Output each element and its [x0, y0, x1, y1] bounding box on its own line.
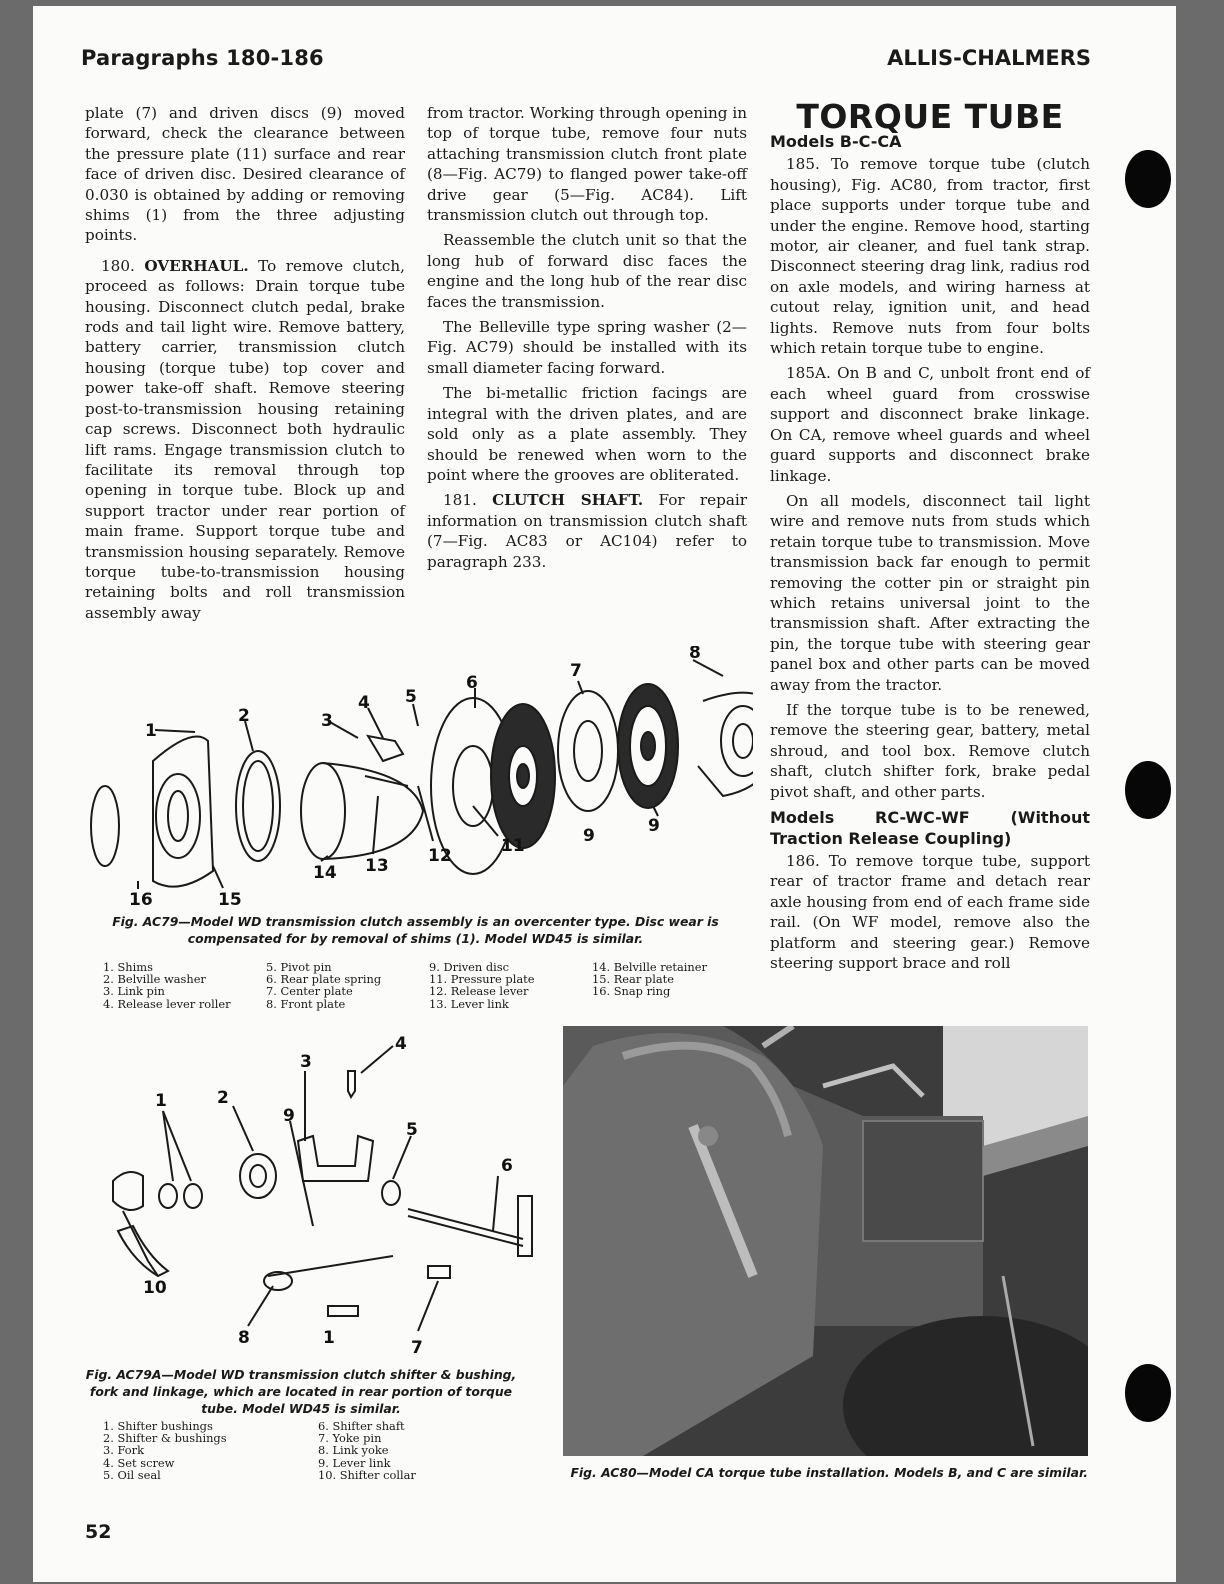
release-lever — [368, 736, 403, 761]
legend-item: 1. Shims — [103, 960, 153, 974]
legend-item: 4. Release lever roller — [103, 996, 231, 1011]
legend-item: 6. Shifter shaft — [318, 1419, 405, 1433]
callout-label: 1 — [145, 721, 157, 741]
figure-caption-ac79a: Fig. AC79A—Model WD transmission clutch shifter & bushing, fork and linkage, which are located in rear portion of torque tube. Model WD45 is similar. — [85, 1367, 517, 1416]
callout-label: 6 — [501, 1156, 513, 1176]
paragraph: The bi-metallic friction facings are integral with the driven plates, and are sold only as a plate assembly. They should be renewed when worn to the point where the grooves are obliterated. — [427, 384, 747, 484]
belville-retainer — [301, 763, 345, 859]
legend-item: 15. Rear plate — [592, 972, 674, 987]
paragraph: On all models, disconnect tail light wire and remove nuts from studs which retain torque tube to transmission. Move transmission back far enough to permit removing the cotter pin or straight pin which retains universal joint to the transmission shaft. After extracting the pin, the torque tube with steering gear panel box and other parts can be moved away from the tractor. — [770, 491, 1090, 694]
clutch-assembly-diagram — [83, 646, 753, 908]
shifter-collar — [113, 1172, 143, 1210]
legend-item: 7. Center plate — [266, 984, 353, 999]
figure-legend-ac79 — [103, 961, 753, 1010]
paragraph-181 — [427, 490, 747, 572]
legend-item: 12. Release lever — [429, 984, 529, 999]
callout-label: 3 — [300, 1052, 312, 1072]
legend-item: 3. Fork — [103, 1443, 144, 1458]
text-column-2 — [427, 103, 747, 577]
paragraph: Reassemble the clutch unit so that the long hub of forward disc faces the engine and the long hub of the rear disc faces the transmission. — [427, 231, 747, 311]
shifter-shaft — [408, 1216, 523, 1246]
callout-label: 12 — [428, 846, 452, 866]
callout-label: 9 — [648, 816, 660, 836]
paragraph-180 — [85, 256, 405, 623]
paragraph-number: 180. — [101, 256, 135, 275]
text-column-1 — [85, 103, 405, 628]
legend-item: 2. Shifter & bushings — [103, 1431, 227, 1446]
shifter-bushing — [159, 1184, 177, 1208]
callout-label: 1 — [155, 1091, 167, 1111]
oil-seal — [382, 1181, 400, 1205]
callout-label: 2 — [238, 706, 250, 726]
callout-label: 1 — [323, 1328, 335, 1348]
figure-legend-ac79a — [103, 1420, 523, 1481]
callout-label: 4 — [395, 1034, 407, 1054]
legend-item: 1. Shifter bushings — [103, 1419, 213, 1433]
legend-item: 6. Rear plate spring — [266, 972, 382, 987]
paragraph-text: For repair information on transmission clutch shaft (7—Fig. AC83 or AC104) refer to paragraph 233. — [427, 491, 747, 571]
link-yoke — [328, 1306, 358, 1316]
binder-hole — [1125, 1364, 1171, 1422]
callout-label: 9 — [283, 1106, 295, 1126]
rear-plate — [153, 737, 213, 887]
callout-label: 7 — [570, 661, 582, 681]
fork — [298, 1136, 373, 1181]
subheading: Models B-C-CA — [770, 132, 902, 152]
legend-item: 3. Link pin — [103, 984, 165, 999]
legend-item: 8. Link yoke — [318, 1443, 389, 1458]
legend-item — [592, 998, 755, 1010]
legend-item: 4. Set screw — [103, 1455, 175, 1470]
front-plate — [698, 693, 753, 796]
callout-label: 13 — [365, 856, 389, 876]
callout-label: 3 — [321, 711, 333, 731]
paragraph: 185A. On B and C, unbolt front end of each wheel guard from crosswise support and disconnect brake linkage. On CA, remove wheel guards and wheel guard supports and disconnect brake linkage. — [770, 364, 1090, 485]
paragraph: 186. To remove torque tube, support rear of tractor frame and detach rear axle housing from end of each frame side rail. (On WF model, remove also the platform and steering gear.) Remove steering support brace and roll — [770, 852, 1090, 973]
torque-tube-photo — [563, 1026, 1088, 1456]
legend-item: 13. Lever link — [429, 996, 509, 1011]
callout-label: 9 — [583, 826, 595, 846]
legend-item: 7. Yoke pin — [318, 1431, 382, 1446]
paragraph-heading: CLUTCH SHAFT. — [492, 491, 644, 510]
callout-label: 8 — [689, 646, 701, 663]
subheading: Models RC-WC-WF (Without Traction Release Coupling) — [770, 808, 1090, 848]
callout-label: 7 — [411, 1338, 423, 1358]
paragraph: 185. To remove torque tube (clutch housing), Fig. AC80, from tractor, first place supports under torque tube and under the engine. Remove hood, starting motor, air cleaner, and fuel tank strap. Disconnect steering drag link, radius rod on axle models, and wiring harness at cutout relay, ignition unit, and head lights. Remove nuts from four bolts which retain torque tube to engine. — [770, 155, 1090, 358]
paragraph: from tractor. Working through opening in top of torque tube, remove four nuts attaching transmission clutch front plate (8—Fig. AC79) to flanged power take-off drive gear (5—Fig. AC84). Lift transmission clutch out through top. — [427, 104, 747, 225]
legend-item: 2. Belville washer — [103, 972, 206, 987]
binder-hole — [1125, 150, 1171, 208]
callout-label: 10 — [143, 1278, 167, 1298]
callout-label: 8 — [238, 1328, 250, 1348]
running-header-right: ALLIS-CHALMERS — [887, 46, 1091, 70]
running-header-left: Paragraphs 180-186 — [81, 46, 324, 70]
legend-item: 5. Oil seal — [103, 1467, 161, 1482]
paragraph: If the torque tube is to be renewed, remove the steering gear, battery, metal shroud, and tool box. Remove clutch shaft, clutch shifter fork, brake pedal pivot shaft, and other parts. — [770, 700, 1090, 801]
callout-label: 6 — [466, 673, 478, 693]
legend-item: 9. Lever link — [318, 1455, 391, 1470]
figure-caption-ac80: Fig. AC80—Model CA torque tube installation. Models B, and C are similar. — [570, 1465, 1088, 1480]
paragraph-heading: OVERHAUL. — [144, 256, 249, 275]
paragraph-number: 181. — [443, 491, 477, 510]
callout-label: 5 — [405, 687, 417, 707]
legend-item: 10. Shifter collar — [318, 1467, 416, 1482]
callout-label: 5 — [406, 1120, 418, 1140]
legend-item: 9. Driven disc — [429, 960, 510, 974]
text-column-3 — [770, 97, 1090, 978]
callout-label: 15 — [218, 890, 242, 908]
clutch-shifter-diagram — [93, 1031, 533, 1361]
section-title: TORQUE TUBE — [796, 97, 1064, 136]
paragraph-text: To remove clutch, proceed as follows: Drain torque tube housing. Disconnect clutch pedal, brake rods and tail light wire. Remove battery, battery carrier, transmission clutch housing (torque tube) top cover and power take-off shaft. Remove steering post-to-transmission housing retaining cap screws. Disconnect both hydraulic lift rams. Engage transmission clutch to facilitate its removal through top opening in torque tube. Block up and support tractor under rear portion of main frame. Support torque tube and transmission housing separately. Remove torque tube-to-transmission housing retaining bolts and roll transmission assembly away — [85, 256, 405, 622]
callout-label: 2 — [217, 1088, 229, 1108]
callout-label: 16 — [129, 890, 153, 908]
figure-caption-ac79: Fig. AC79—Model WD transmission clutch assembly is an overcenter type. Disc wear is compensated for by removal of shims (1). Model WD45 is similar. — [112, 914, 719, 946]
paragraph: plate (7) and driven discs (9) moved forward, check the clearance between the pressure plate (11) surface and rear face of driven disc. Desired clearance of 0.030 is obtained by adding or removing shims (1) from the three adjusting points. — [85, 104, 405, 245]
page-sheet — [33, 6, 1176, 1582]
center-plate — [558, 691, 618, 811]
snap-ring — [91, 786, 119, 866]
legend-item: 5. Pivot pin — [266, 960, 332, 974]
page-number: 52 — [85, 1521, 112, 1543]
yoke-pin — [428, 1266, 450, 1278]
callout-label: 14 — [313, 863, 337, 883]
legend-item: 8. Front plate — [266, 996, 346, 1011]
binder-hole — [1125, 761, 1171, 819]
callout-label: 4 — [358, 693, 370, 713]
legend-item: 16. Snap ring — [592, 984, 671, 999]
legend-item: 11. Pressure plate — [429, 972, 535, 987]
shifter — [240, 1154, 276, 1198]
legend-item: 14. Belville retainer — [592, 960, 707, 974]
set-screw — [348, 1071, 355, 1097]
paragraph: The Belleville type spring washer (2—Fig. AC79) should be installed with its small diameter facing forward. — [427, 318, 747, 377]
callout-label: 11 — [501, 836, 525, 856]
